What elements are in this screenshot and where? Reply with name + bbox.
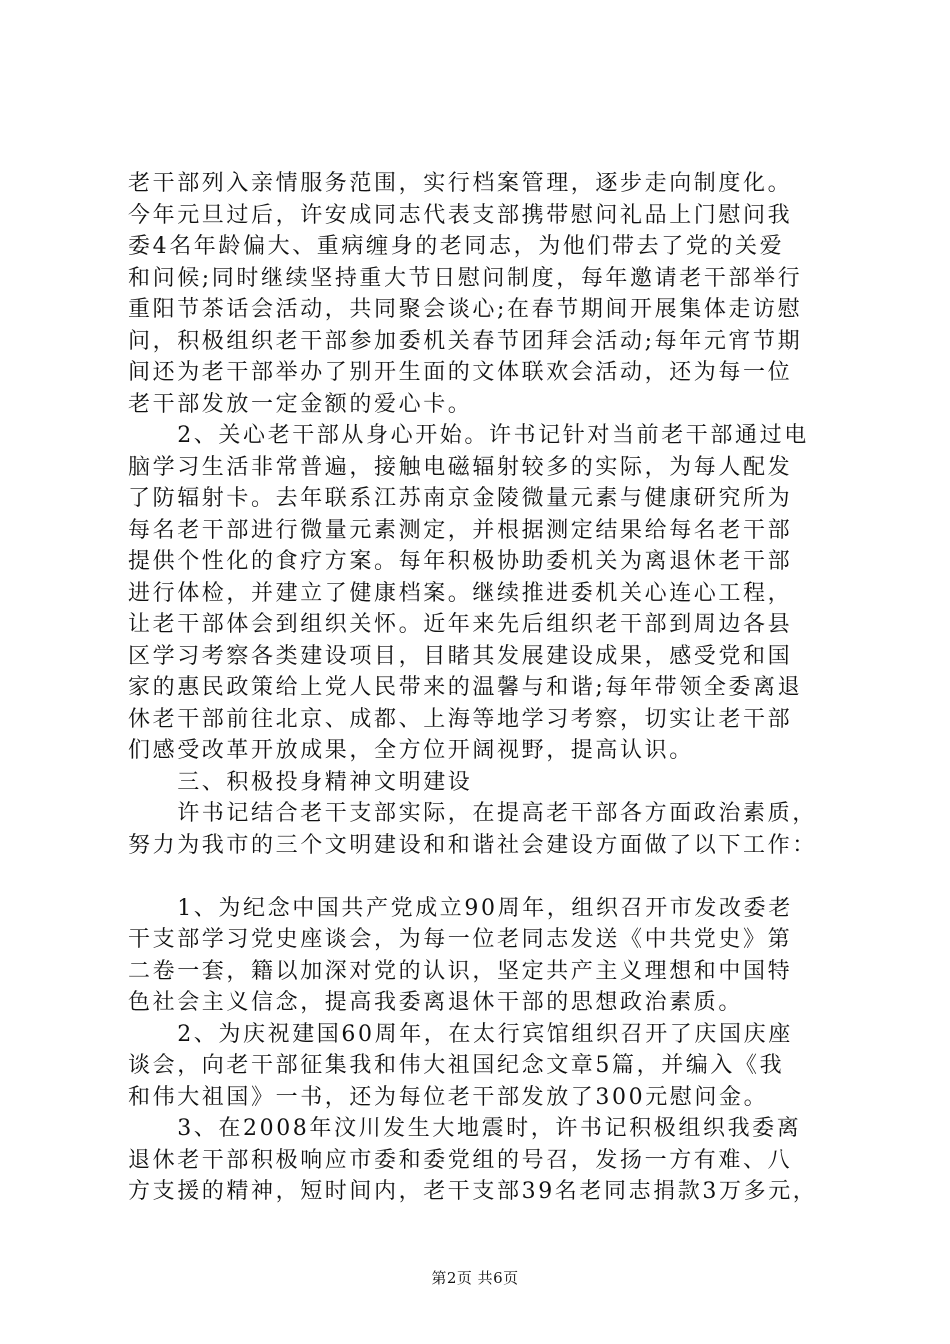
- text-line: 脑学习生活非常普遍，接触电磁辐射较多的实际，为每人配发: [128, 454, 793, 480]
- text-line: 区学习考察各类建设项目，目睹其发展建设成果，感受党和国: [128, 643, 793, 669]
- text-line: 三、积极投身精神文明建设: [128, 769, 473, 795]
- text-line: 干支部学习党史座谈会，为每一位老同志发送《中共党史》第: [128, 927, 793, 952]
- text-line: 重阳节茶话会活动，共同聚会谈心;在春节期间开展集体走访慰: [128, 297, 803, 322]
- text-line: 2、为庆祝建国60周年，在太行宾馆组织召开了庆国庆座: [128, 1021, 793, 1047]
- text-line: 今年元旦过后，许安成同志代表支部携带慰问礼品上门慰问我: [128, 202, 793, 228]
- text-line: 方支援的精神，短时间内，老干支部39名老同志捐款3万多元，: [128, 1179, 818, 1204]
- text-line: 让老干部体会到组织关怀。近年来先后组织老干部到周边各县: [128, 612, 793, 637]
- text-line: 努力为我市的三个文明建设和和谐社会建设方面做了以下工作：: [128, 832, 817, 858]
- text-line: 提供个性化的食疗方案。每年积极协助委机关为离退休老干部: [128, 549, 793, 574]
- text-line: 了防辐射卡。去年联系江苏南京金陵微量元素与健康研究所为: [128, 486, 793, 511]
- text-line: 们感受改革开放成果，全方位开阔视野，提高认识。: [128, 738, 694, 763]
- body-text: [128, 168, 848, 1208]
- text-line: 和问候;同时继续坚持重大节日慰问制度，每年邀请老干部举行: [128, 265, 803, 291]
- text-line: 每名老干部进行微量元素测定，并根据测定结果给每名老干部: [128, 517, 793, 543]
- text-line: 许书记结合老干支部实际，在提高老干部各方面政治素质，: [128, 801, 817, 826]
- text-line: 老干部发放一定金额的爱心卡。: [128, 391, 473, 417]
- blank-line: [128, 861, 848, 893]
- text-line: 和伟大祖国》一书，还为每位老干部发放了300元慰问金。: [128, 1084, 769, 1110]
- text-line: 二卷一套，籍以加深对党的认识，坚定共产主义理想和中国特: [128, 958, 793, 984]
- page-footer: 第2页 共6页: [431, 1269, 519, 1287]
- text-line: 委4名年龄偏大、重病缠身的老同志，为他们带去了党的关爱: [128, 234, 785, 259]
- text-line: 谈会，向老干部征集我和伟大祖国纪念文章5篇，并编入《我: [128, 1053, 785, 1078]
- text-line: 退休老干部积极响应市委和委党组的号召，发扬一方有难、八: [128, 1147, 793, 1173]
- text-line: 3、在2008年汶川发生大地震时，许书记积极组织我委离: [128, 1116, 802, 1141]
- text-line: 休老干部前往北京、成都、上海等地学习考察，切实让老干部: [128, 706, 793, 732]
- text-line: 家的惠民政策给上党人民带来的温馨与和谐;每年带领全委离退: [128, 675, 803, 700]
- text-line: 2、关心老干部从身心开始。许书记针对当前老干部通过电: [128, 423, 809, 448]
- text-line: 1、为纪念中国共产党成立90周年，组织召开市发改委老: [128, 895, 793, 921]
- text-line: 色社会主义信念，提高我委离退休干部的思想政治素质。: [128, 990, 744, 1015]
- text-line: 问，积极组织老干部参加委机关春节团拜会活动;每年元宵节期: [128, 328, 803, 354]
- text-line: 间还为老干部举办了别开生面的文体联欢会活动，还为每一位: [128, 360, 793, 385]
- text-line: 老干部列入亲情服务范围，实行档案管理，逐步走向制度化。: [128, 171, 793, 196]
- text-line: 进行体检，并建立了健康档案。继续推进委机关心连心工程，: [128, 580, 793, 606]
